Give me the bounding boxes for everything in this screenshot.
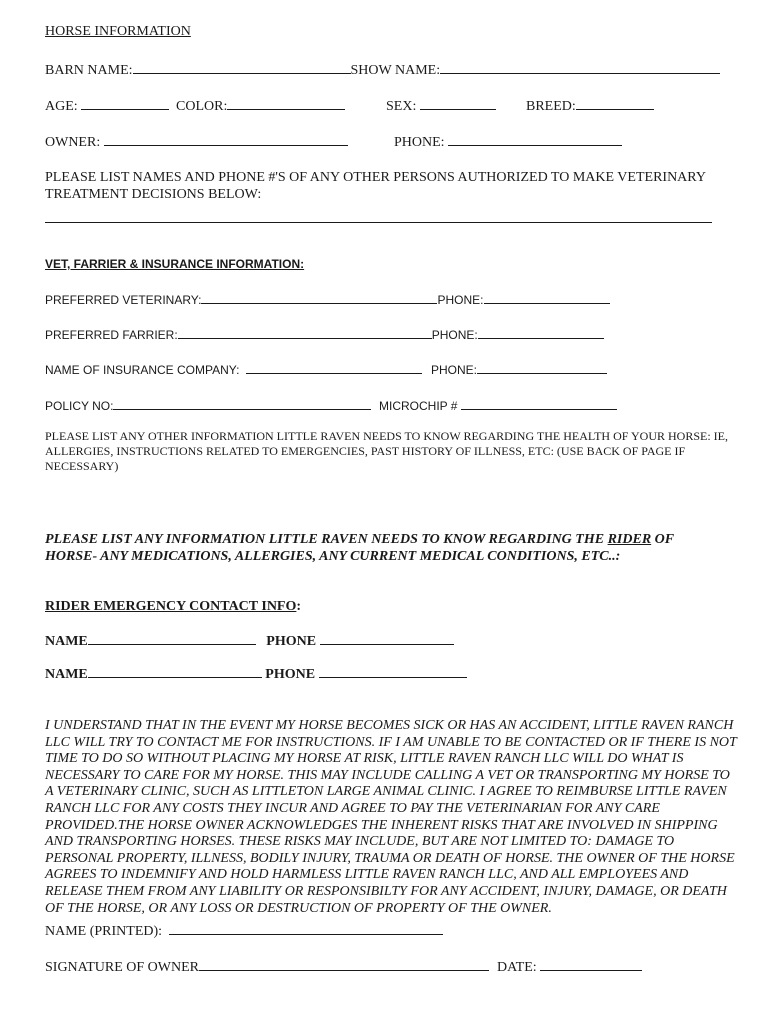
microchip-field[interactable]: [461, 397, 617, 410]
policy-no-label: POLICY NO:: [45, 399, 114, 413]
name-printed-field[interactable]: [169, 922, 443, 935]
farrier-phone-label: PHONE:: [431, 328, 478, 342]
name-printed-label: NAME (PRINTED):: [45, 924, 163, 939]
rider-note-part1: PLEASE LIST ANY INFORMATION LITTLE RAVEN NEEDS TO KNOW REGARDING THE: [45, 532, 608, 547]
authorized-persons-field[interactable]: [45, 222, 712, 223]
policy-no-field[interactable]: [113, 397, 371, 410]
color-field[interactable]: [227, 97, 345, 110]
vet-section-title: VET, FARRIER & INSURANCE INFORMATION:: [45, 257, 305, 271]
insurance-row: [45, 361, 422, 377]
sex-row: [386, 97, 496, 115]
preferred-vet-label: PREFERRED VETERINARY:: [45, 293, 202, 307]
date-label: DATE:: [497, 960, 537, 975]
farrier-phone-field[interactable]: [478, 326, 604, 339]
vet-phone-label: PHONE:: [437, 293, 484, 307]
barn-name-label: BARN NAME:: [45, 63, 133, 78]
breed-field[interactable]: [576, 97, 654, 110]
emergency-phone-2-field[interactable]: [319, 665, 467, 678]
age-field[interactable]: [81, 97, 169, 110]
emergency-name-2-field[interactable]: [88, 665, 262, 678]
rider-emergency-title: [45, 599, 301, 615]
breed-label: BREED:: [526, 99, 576, 114]
signature-label: SIGNATURE OF OWNER: [45, 960, 199, 975]
policy-row: [45, 397, 371, 413]
emergency-contact-2-row: [45, 665, 467, 683]
horse-health-note: PLEASE LIST ANY OTHER INFORMATION LITTLE RAVEN NEEDS TO KNOW REGARDING THE HEALTH OF YOUR HORSE: IE, ALLERGIES, INSTRUCTIONS RELATED TO EMERGENCIES, PAST HISTORY OF ILLNESS, ETC: (USE BACK OF PAGE IF NECESSARY): [45, 429, 728, 473]
barn-name-row: [45, 61, 720, 79]
name-printed-row: [45, 922, 443, 940]
rider-emergency-title-text: RIDER EMERGENCY CONTACT INFO: [45, 599, 297, 614]
rider-emergency-colon: :: [296, 599, 302, 614]
color-label: COLOR:: [176, 99, 228, 114]
owner-phone-field[interactable]: [448, 133, 622, 146]
signature-row: [45, 958, 489, 976]
emergency-name-1-field[interactable]: [88, 632, 256, 645]
color-row: [176, 97, 345, 115]
insurance-company-field[interactable]: [246, 361, 422, 374]
authorized-persons-note: PLEASE LIST NAMES AND PHONE #'S OF ANY OTHER PERSONS AUTHORIZED TO MAKE VETERINARY TREATMENT DECISIONS BELOW:: [45, 170, 706, 202]
emergency-name-1-label: NAME: [45, 634, 88, 649]
preferred-vet-row: [45, 291, 610, 307]
preferred-farrier-label: PREFERRED FARRIER:: [45, 328, 178, 342]
emergency-contact-1-row: [45, 632, 454, 650]
barn-name-field[interactable]: [133, 61, 351, 74]
show-name-label: SHOW NAME:: [350, 63, 441, 78]
signature-field[interactable]: [199, 958, 489, 971]
insurance-company-label: NAME OF INSURANCE COMPANY:: [45, 363, 240, 377]
sex-label: SEX:: [386, 99, 417, 114]
age-label: AGE:: [45, 99, 78, 114]
date-field[interactable]: [540, 958, 642, 971]
breed-row: [526, 97, 654, 115]
sex-field[interactable]: [420, 97, 496, 110]
insurance-phone-label: PHONE:: [431, 363, 478, 377]
date-row: [497, 958, 642, 976]
owner-field[interactable]: [104, 133, 348, 146]
emergency-phone-2-label: PHONE: [265, 667, 316, 682]
microchip-row: [379, 397, 617, 413]
preferred-farrier-field[interactable]: [178, 326, 432, 339]
owner-phone-row: [394, 133, 622, 151]
preferred-farrier-row: [45, 326, 604, 342]
rider-info-note: [45, 532, 725, 565]
insurance-phone-field[interactable]: [477, 361, 607, 374]
owner-row: [45, 133, 348, 151]
insurance-phone-row: [431, 361, 607, 377]
microchip-label: MICROCHIP #: [379, 399, 458, 413]
owner-phone-label: PHONE:: [394, 135, 445, 150]
emergency-phone-1-label: PHONE: [266, 634, 317, 649]
show-name-field[interactable]: [440, 61, 720, 74]
emergency-phone-1-field[interactable]: [320, 632, 454, 645]
vet-phone-field[interactable]: [484, 291, 610, 304]
preferred-vet-field[interactable]: [201, 291, 437, 304]
age-row: [45, 97, 169, 115]
owner-label: OWNER:: [45, 135, 101, 150]
emergency-name-2-label: NAME: [45, 667, 88, 682]
agreement-text: I UNDERSTAND THAT IN THE EVENT MY HORSE BECOMES SICK OR HAS AN ACCIDENT, LITTLE RAVEN RANCH LLC WILL TRY TO CONTACT ME FOR INSTRUCTIONS. IF I AM UNABLE TO BE CONTACTED OR IF THERE IS NOT TIME TO DO SO WITHOUT PLACING MY HORSE AT RISK, LITTLE RAVEN RANCH LLC WILL DO WHAT IS NECESSARY TO CARE FOR MY HORSE. THIS MAY INCLUDE CALLING A VET OR TRANSPORTING MY HORSE TO A VETERINARY CLINIC, SUCH AS LITTLETON LARGE ANIMAL CLINIC. I AGREE TO REIMBURSE LITTLE RAVEN RANCH LLC FOR ANY COSTS THEY INCUR AND AGREE TO PAY THE VETERINARIAN FOR ANY CARE PROVIDED.THE HORSE OWNER ACKNOWLEDGES THE INHERENT RISKS THAT ARE INVOLVED IN SHIPPING AND TRANSPORTING HORSES. THESE RISKS MAY INCLUDE, BUT ARE NOT LIMITED TO: DAMAGE TO PERSONAL PROPERTY, ILLNESS, BODILY INJURY, TRAUMA OR DEATH OF HORSE. THE OWNER OF THE HORSE AGREES TO INDEMNIFY AND HOLD HARMLESS LITTLE RAVEN RANCH LLC, AND ALL EMPLOYEES AND RELEASE THEM FROM ANY LIABILITY OR RESPONSIBILTY FOR ANY ACCIDENT, INJURY, DAMAGE, OR DEATH OF THE HORSE, OR ANY LOSS OR DESTRUCTION OF PROPERTY OF THE OWNER.: [45, 718, 737, 916]
rider-note-part2: OF HORSE- ANY MEDICATIONS, ALLERGIES, ANY CURRENT MEDICAL CONDITIONS, ETC..:: [45, 532, 674, 564]
rider-note-rider: RIDER: [607, 532, 652, 547]
horse-section-title: HORSE INFORMATION: [45, 24, 191, 39]
